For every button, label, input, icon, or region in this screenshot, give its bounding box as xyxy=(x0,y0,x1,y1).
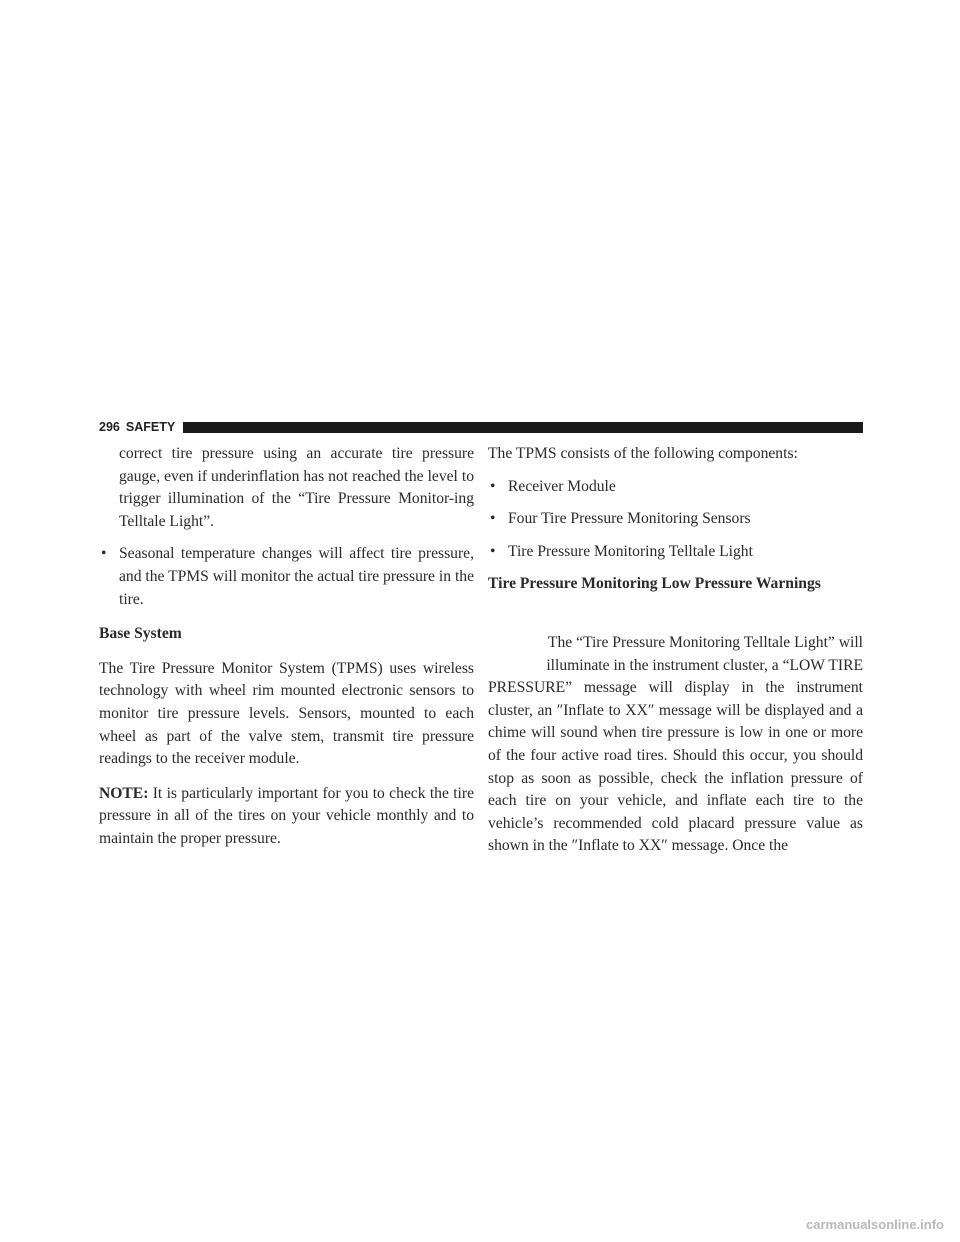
component-label: Receiver Module xyxy=(508,477,616,495)
component-item xyxy=(488,476,863,499)
bullet-dot: • xyxy=(490,510,496,528)
telltale-icon-space xyxy=(488,596,863,622)
section-title: SAFETY xyxy=(125,420,176,434)
component-label: Four Tire Pressure Monitoring Sensors xyxy=(508,510,751,528)
bullet-dot: • xyxy=(490,542,496,560)
bullet-dot: • xyxy=(101,545,107,563)
left-column xyxy=(99,443,474,851)
heading-low-pressure-warnings: Tire Pressure Monitoring Low Pressure Warnings xyxy=(488,575,821,593)
bullet-seasonal xyxy=(99,543,474,611)
watermark: carmanualsonline.info xyxy=(806,1217,944,1232)
paragraph-base-system: The Tire Pressure Monitor System (TPMS) uses wireless technology with wheel rim mounted electronic sensors to monitor tire pressure levels. Sensors, mounted to each wheel as part of the valve stem, transmit tire pressure readings to the receiver module. xyxy=(99,659,474,768)
component-item xyxy=(488,541,863,564)
right-column xyxy=(488,443,863,858)
warning-line-1: The “Tire Pressure Monitoring Telltale Light” will xyxy=(547,633,863,651)
note-label: NOTE: xyxy=(99,784,149,802)
note-paragraph xyxy=(99,783,474,851)
note-text: It is particularly important for you to check the tire pressure in all of the tires on your vehicle monthly and to maintain the proper pressure. xyxy=(99,784,474,847)
components-intro: The TPMS consists of the following components: xyxy=(488,445,798,462)
header-rule xyxy=(183,422,863,433)
page-header xyxy=(99,418,863,436)
bullet-seasonal-text: Seasonal temperature changes will affect tire pressure, and the TPMS will monitor the actual tire pressure in the tire. xyxy=(119,545,474,608)
warning-line-2: illuminate in the instrument cluster, a “LOW TIRE xyxy=(546,656,863,674)
continuation-paragraph: correct tire pressure using an accurate tire pressure gauge, even if underinflation has not reached the level to trigger illumination of the “Tire Pressure Monitor-ing Telltale Light”. xyxy=(119,445,474,530)
bullet-dot: • xyxy=(490,477,496,495)
component-item xyxy=(488,508,863,531)
warning-paragraph: PRESSURE” message will display in the instrument cluster, an ″Inflate to XX″ message will be displayed and a chime will sound when tire pressure is low in one or more of the four active road tires. Should this occur, you should stop as soon as possible, check the inflation pressure of each tire on your vehicle, and inflate each tire to the vehicle’s recommended cold placard pressure value as shown in the ″Inflate to XX″ message. Once the xyxy=(488,679,863,855)
page-number: 296 xyxy=(99,420,120,434)
heading-base-system: Base System xyxy=(99,625,182,643)
component-label: Tire Pressure Monitoring Telltale Light xyxy=(508,542,753,560)
